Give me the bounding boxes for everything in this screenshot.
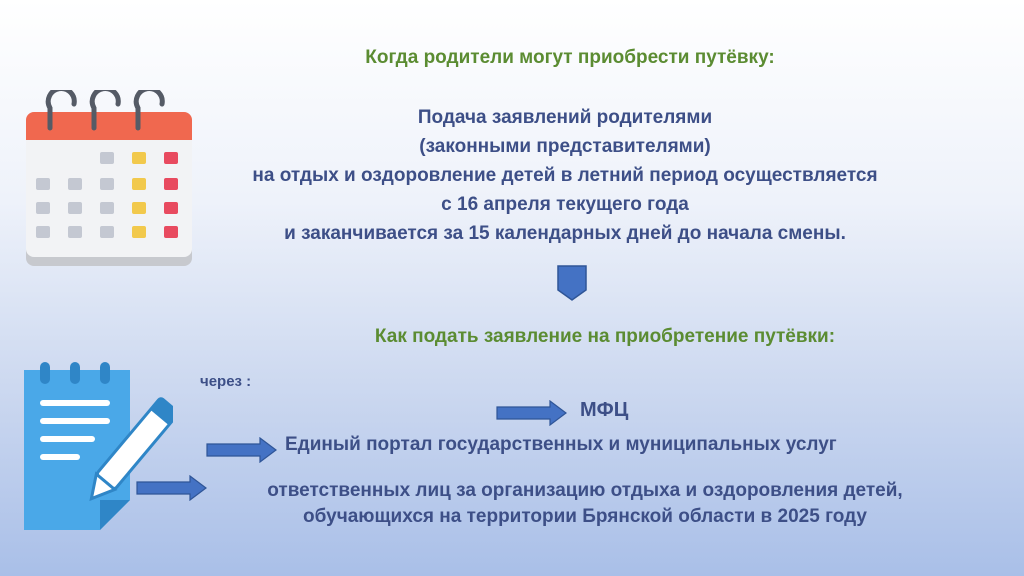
application-line: Подача заявлений родителями — [417, 107, 713, 128]
application-line: с 16 апреля текущего года — [441, 194, 689, 215]
option-line: обучающихся на территории Брянской области в 2025 году — [303, 506, 867, 527]
heading-how-to-apply: Как подать заявление на приобретение путёвки: — [374, 326, 836, 347]
option-gosuslugi: Единый портал государственных и муниципальных услуг — [285, 434, 837, 455]
option-line: ответственных лиц за организацию отдыха и оздоровления детей, — [267, 480, 903, 501]
application-line: на отдых и оздоровление детей в летний период осуществляется — [252, 165, 878, 186]
arrow-right-icon — [496, 400, 568, 426]
document-pen-icon — [18, 360, 173, 535]
via-label: через : — [200, 373, 252, 390]
calendar-icon — [22, 90, 197, 270]
arrow-down-icon — [556, 264, 588, 302]
arrow-right-icon — [206, 437, 278, 463]
application-period-text — [190, 103, 940, 248]
application-line: (законными представителями) — [419, 136, 711, 157]
heading-purchase: Когда родители могут приобрести путёвку: — [365, 47, 775, 68]
application-line: и заканчивается за 15 календарных дней до начала смены. — [284, 223, 846, 244]
option-mfc: МФЦ — [580, 399, 629, 421]
option-responsible-persons — [190, 478, 980, 530]
